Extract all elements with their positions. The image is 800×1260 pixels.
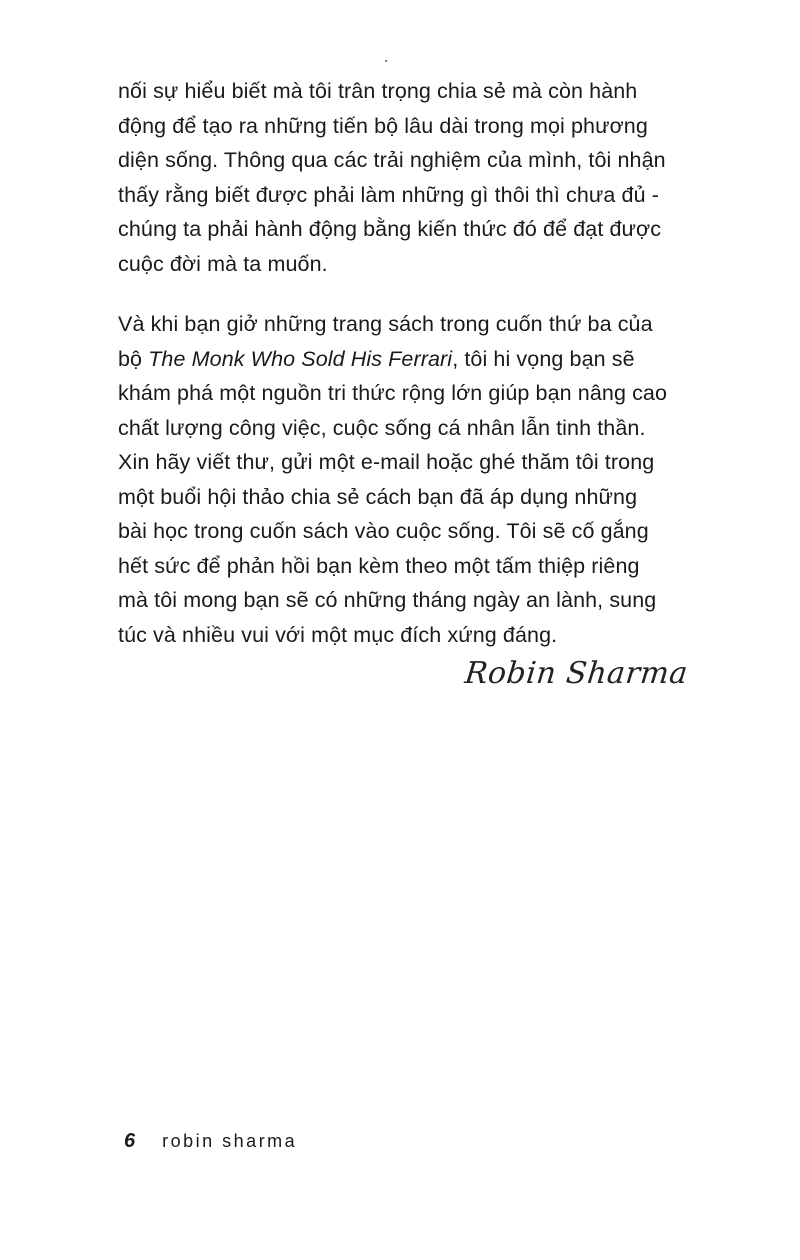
text-line: cuộc đời mà ta muốn. (118, 251, 328, 276)
text-line: hết sức để phản hồi bạn kèm theo một tấm thiệp riêng (118, 553, 640, 578)
text-segment: , tôi hi vọng bạn sẽ (452, 346, 635, 371)
page-body (118, 74, 718, 652)
text-line: khám phá một nguồn tri thức rộng lớn giúp bạn nâng cao (118, 381, 668, 405)
text-line: mà tôi mong bạn sẽ có những tháng ngày an lành, sung (118, 588, 657, 612)
text-line: bài học trong cuốn sách vào cuộc sống. Tôi sẽ cố gắng (118, 519, 649, 543)
scan-speck (385, 60, 387, 62)
author-signature: Robin Sharma (463, 656, 690, 691)
page-footer (124, 1130, 297, 1153)
text-line: chất lượng công việc, cuộc sống cá nhân lẫn tinh thần. (118, 415, 646, 440)
text-line: diện sống. Thông qua các trải nghiệm của mình, tôi nhận (118, 148, 666, 172)
page-number: 6 (124, 1130, 136, 1152)
text-line: túc và nhiều vui với một mục đích xứng đáng. (118, 622, 558, 647)
text-line: Và khi bạn giở những trang sách trong cuốn thứ ba của (118, 312, 653, 336)
text-line: Xin hãy viết thư, gửi một e-mail hoặc ghé thăm tôi trong (118, 450, 655, 474)
text-line: thấy rằng biết được phải làm những gì thôi thì chưa đủ - (118, 182, 659, 207)
running-head: robin sharma (162, 1131, 298, 1151)
book-title: The Monk Who Sold His Ferrari (148, 346, 453, 371)
text-line: nối sự hiểu biết mà tôi trân trọng chia sẻ mà còn hành (118, 79, 638, 103)
text-line: động để tạo ra những tiến bộ lâu dài trong mọi phương (118, 113, 648, 138)
text-segment: bộ (118, 346, 149, 371)
paragraph-1 (118, 74, 718, 281)
paragraph-2 (118, 307, 718, 652)
text-line: một buổi hội thảo chia sẻ cách bạn đã áp dụng những (118, 484, 638, 509)
text-line (118, 342, 718, 377)
text-line: chúng ta phải hành động bằng kiến thức đó để đạt được (118, 217, 662, 241)
